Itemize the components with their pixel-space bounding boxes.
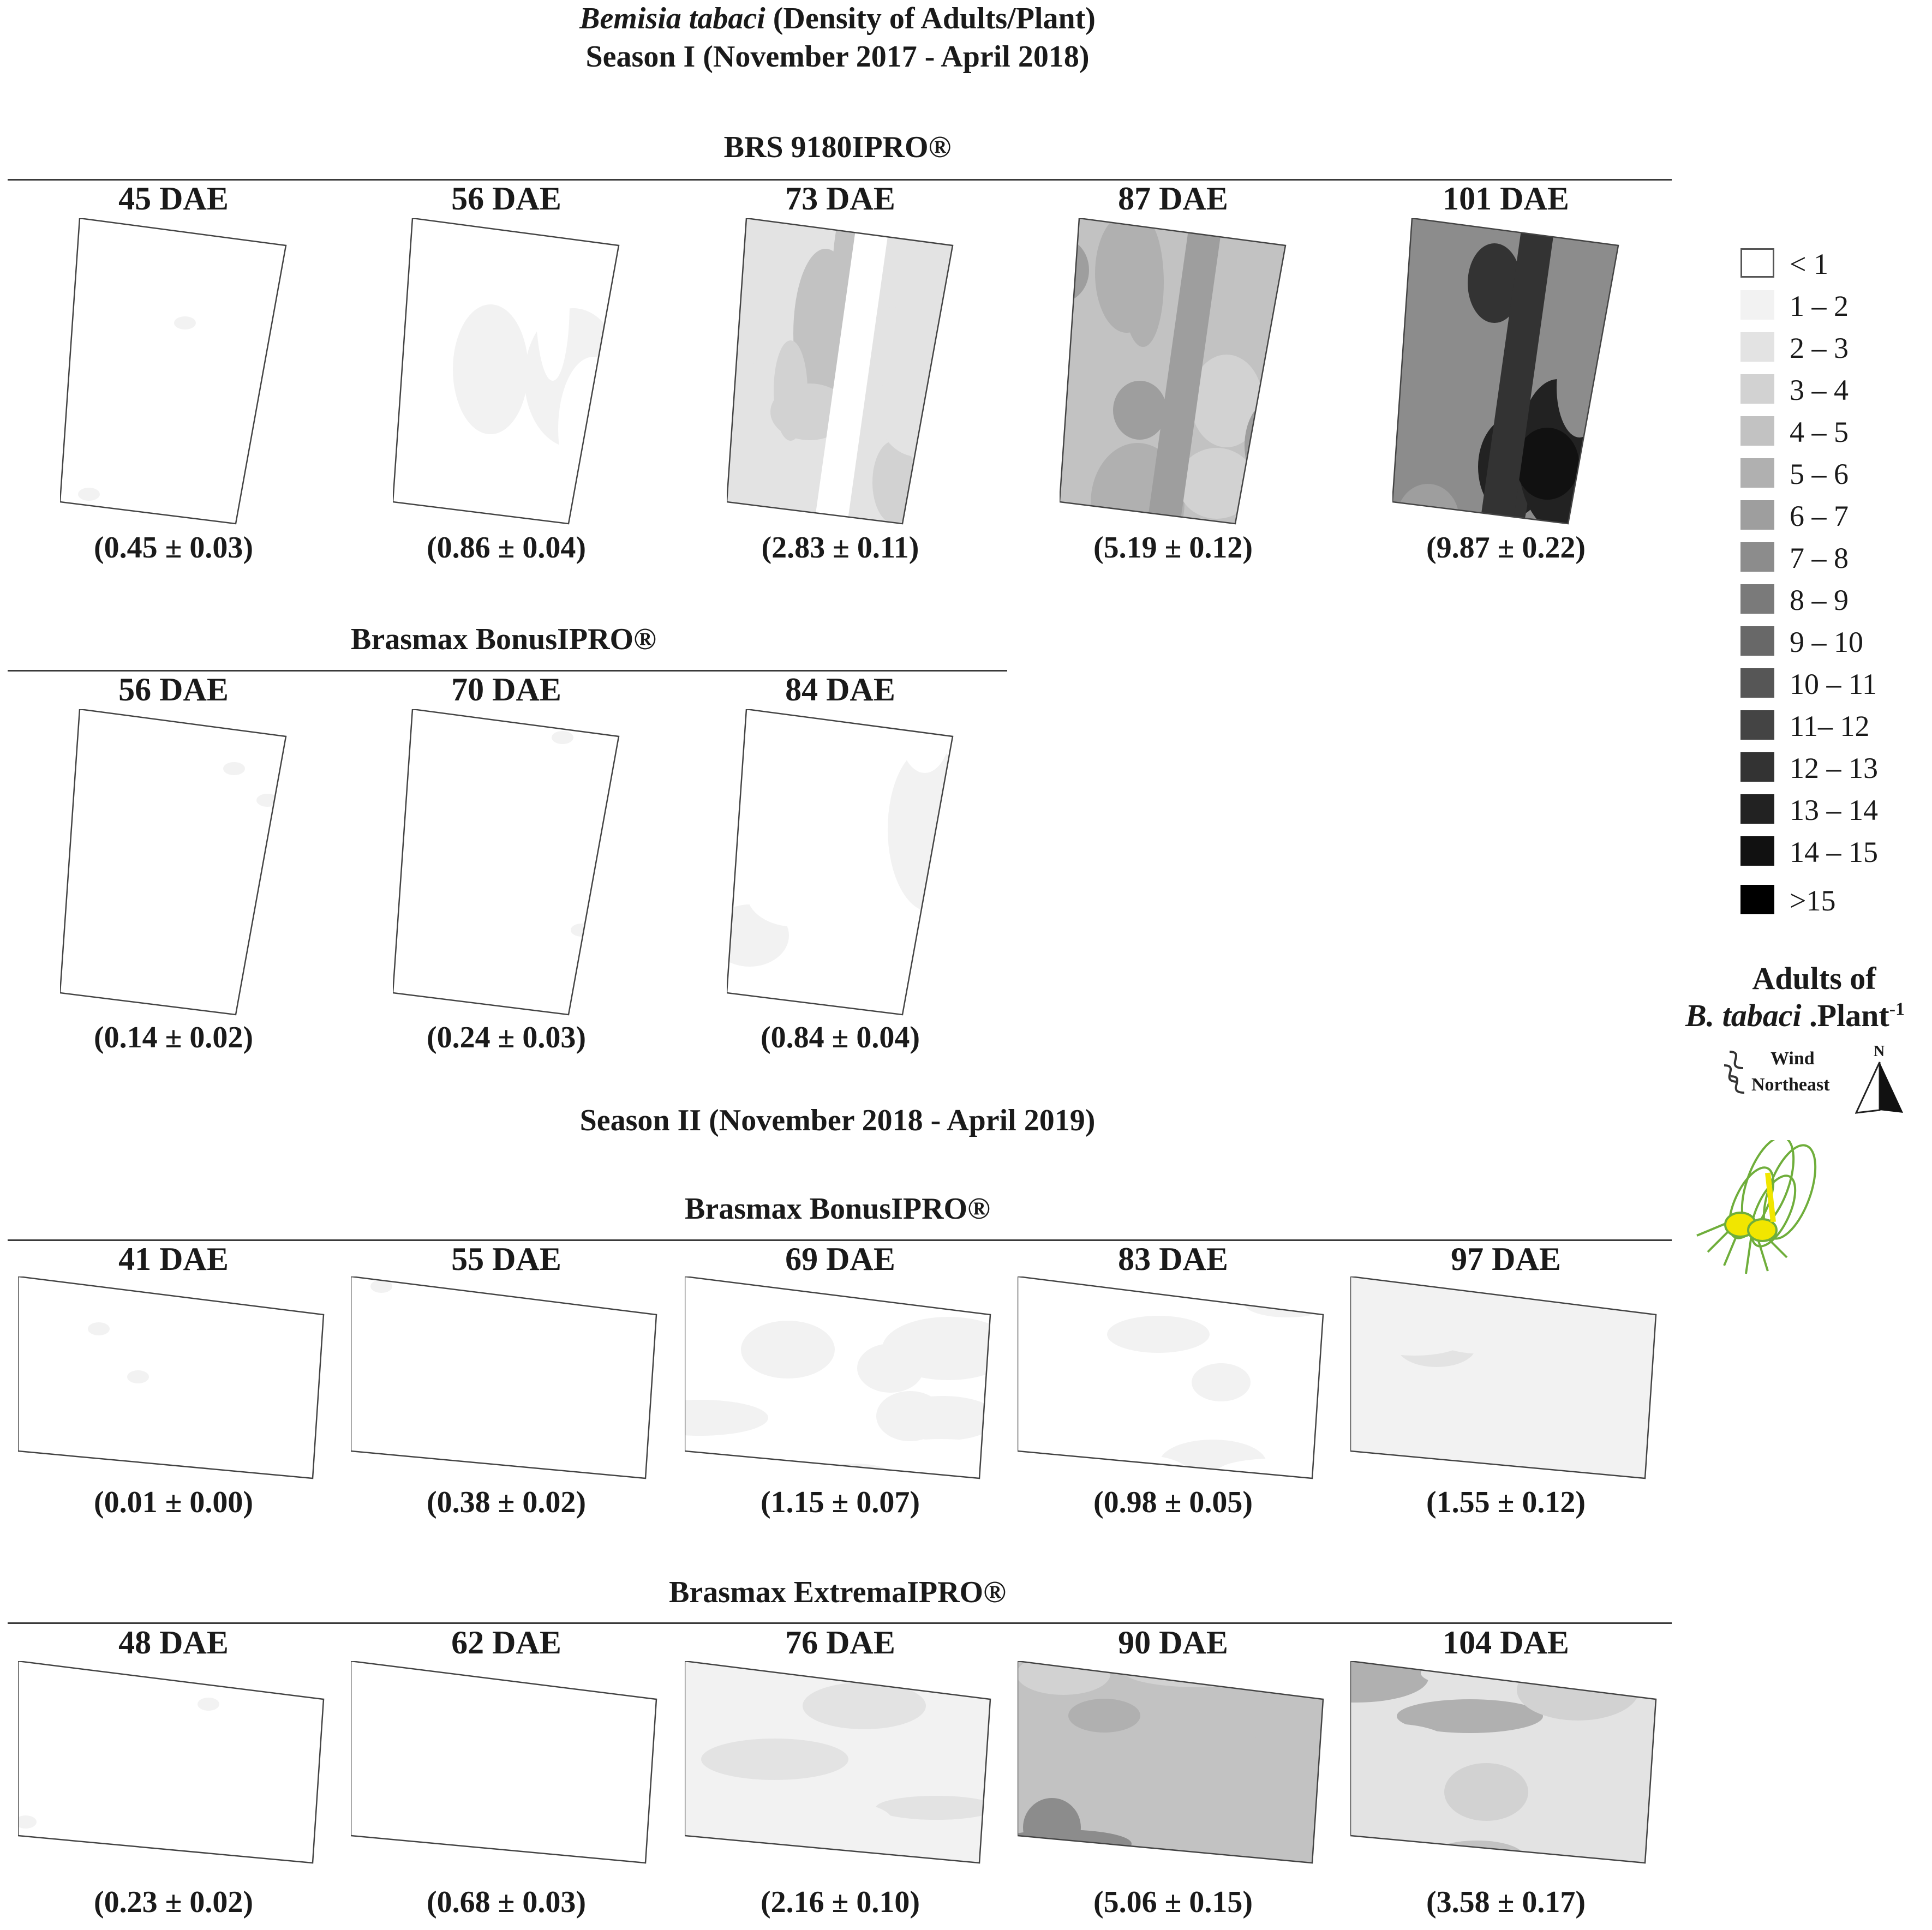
density-contour xyxy=(78,488,100,501)
legend-swatch xyxy=(1740,416,1774,446)
density-contour xyxy=(1178,448,1255,519)
legend-label: 14 – 15 xyxy=(1790,836,1878,868)
panel-dae-label: 48 DAE xyxy=(118,1625,229,1661)
legend-label: 3 – 4 xyxy=(1790,374,1849,406)
season-1-title: Season I (November 2017 - April 2018) xyxy=(585,40,1090,74)
density-base-fill xyxy=(18,1661,326,1866)
density-contour xyxy=(1122,218,1164,347)
legend-swatch xyxy=(1740,374,1774,404)
density-contour xyxy=(449,1740,556,1803)
legend-swatch xyxy=(1740,626,1774,656)
density-contour xyxy=(174,316,196,329)
legend-swatch xyxy=(1740,290,1774,320)
panel-mean-value: (9.87 ± 0.22) xyxy=(1426,531,1586,565)
density-contour xyxy=(1083,1385,1139,1413)
legend-unit: .Plant xyxy=(1801,998,1889,1033)
legend-label: 8 – 9 xyxy=(1790,584,1849,616)
panel-mean-value: (1.15 ± 0.07) xyxy=(760,1485,920,1519)
legend-species: B. tabaci xyxy=(1685,998,1802,1033)
legend-swatch xyxy=(1740,542,1774,572)
density-map xyxy=(1018,1276,1326,1481)
legend-label: 5 – 6 xyxy=(1790,458,1849,490)
density-contour xyxy=(571,924,593,937)
density-contour xyxy=(1517,1661,1639,1721)
legend-label: 6 – 7 xyxy=(1790,500,1849,532)
density-contour xyxy=(1439,1366,1499,1405)
north-label: N xyxy=(1874,1043,1885,1060)
season-2-title: Season II (November 2018 - April 2019) xyxy=(579,1104,1096,1137)
density-contour xyxy=(479,1276,501,1286)
legend-label: 11– 12 xyxy=(1790,710,1870,742)
legend-label: 12 – 13 xyxy=(1790,752,1878,784)
density-contour xyxy=(876,1796,993,1820)
legend-title: Adults of xyxy=(1752,961,1876,996)
panel-dae-label: 101 DAE xyxy=(1443,181,1569,217)
density-base-fill xyxy=(60,709,289,1017)
density-map xyxy=(393,709,622,1017)
panel-mean-value: (2.16 ± 0.10) xyxy=(760,1885,920,1919)
density-map xyxy=(1060,218,1289,526)
panel-dae-label: 69 DAE xyxy=(785,1241,895,1277)
density-contour xyxy=(1068,1699,1140,1733)
panel-dae-label: 84 DAE xyxy=(785,672,895,708)
density-contour xyxy=(1169,1730,1241,1781)
density-map xyxy=(1350,1661,1659,1866)
legend-swatch xyxy=(1740,332,1774,362)
panel-mean-value: (0.38 ± 0.02) xyxy=(426,1485,587,1519)
density-contour xyxy=(1023,1798,1081,1857)
legend-label: 10 – 11 xyxy=(1790,668,1877,700)
density-contour xyxy=(1239,1799,1302,1855)
legend-swatch xyxy=(1740,885,1774,914)
legend-swatch xyxy=(1740,668,1774,698)
density-map xyxy=(393,218,622,526)
density-map xyxy=(727,709,956,1017)
panel-mean-value: (0.23 ± 0.02) xyxy=(93,1885,254,1919)
panel-mean-value: (3.58 ± 0.17) xyxy=(1426,1885,1586,1919)
density-contour xyxy=(1107,1316,1210,1353)
density-contour xyxy=(1516,428,1579,500)
density-map xyxy=(18,1661,326,1866)
legend-label: 4 – 5 xyxy=(1790,416,1849,448)
density-contour xyxy=(808,840,879,956)
density-contour xyxy=(198,1698,219,1711)
density-map xyxy=(1018,1661,1326,1866)
density-map xyxy=(351,1276,659,1481)
panel-mean-value: (0.01 ± 0.00) xyxy=(93,1485,254,1519)
legend-unit-exponent: -1 xyxy=(1889,999,1905,1020)
legend-swatch xyxy=(1740,248,1774,278)
legend-label: 13 – 14 xyxy=(1790,794,1878,826)
panel-mean-value: (2.83 ± 0.11) xyxy=(761,531,919,565)
figure-title xyxy=(0,1,1675,36)
panel-dae-label: 104 DAE xyxy=(1443,1625,1569,1661)
panel-dae-label: 87 DAE xyxy=(1118,181,1228,217)
panel-dae-label: 41 DAE xyxy=(118,1241,229,1277)
density-contour xyxy=(453,304,528,434)
density-contour xyxy=(1500,1728,1590,1755)
whitefly-icon xyxy=(1686,1140,1839,1282)
panel-mean-value: (5.06 ± 0.15) xyxy=(1093,1885,1253,1919)
panel-dae-label: 55 DAE xyxy=(451,1241,561,1277)
density-map xyxy=(1350,1276,1659,1481)
legend-label: < 1 xyxy=(1790,248,1828,280)
panel-dae-label: 56 DAE xyxy=(118,672,229,708)
panel-dae-label: 97 DAE xyxy=(1451,1241,1561,1277)
density-contour xyxy=(1113,381,1167,440)
legend-subtitle xyxy=(1659,997,1931,1034)
legend-swatch xyxy=(1740,794,1774,824)
panel-dae-label: 70 DAE xyxy=(451,672,561,708)
density-contour xyxy=(1192,1363,1251,1401)
density-map xyxy=(351,1661,659,1866)
density-base-fill xyxy=(18,1276,326,1481)
panel-mean-value: (0.84 ± 0.04) xyxy=(760,1021,920,1054)
density-contour xyxy=(741,1321,835,1378)
panel-mean-value: (0.98 ± 0.05) xyxy=(1093,1485,1253,1519)
legend-swatch xyxy=(1740,710,1774,740)
density-contour xyxy=(552,731,573,744)
density-map xyxy=(1392,218,1622,526)
density-contour xyxy=(727,826,767,891)
density-contour xyxy=(701,1739,848,1780)
density-contour xyxy=(1591,388,1622,513)
title-rest: (Density of Adults/Plant) xyxy=(765,2,1096,35)
legend-swatch xyxy=(1740,500,1774,530)
legend-label: >15 xyxy=(1790,884,1836,917)
density-base-fill xyxy=(393,709,622,1017)
density-contour xyxy=(88,1322,110,1335)
legend-label: 2 – 3 xyxy=(1790,332,1849,364)
panel-mean-value: (0.45 ± 0.03) xyxy=(93,531,254,565)
density-contour xyxy=(773,1801,892,1840)
density-contour xyxy=(876,1391,944,1441)
density-contour xyxy=(536,226,570,381)
legend-swatch xyxy=(1740,584,1774,614)
density-map xyxy=(18,1276,326,1481)
panel-dae-label: 73 DAE xyxy=(785,181,895,217)
panel-dae-label: 45 DAE xyxy=(118,181,229,217)
panel-mean-value: (0.86 ± 0.04) xyxy=(426,531,587,565)
density-base-fill xyxy=(60,218,289,526)
panel-dae-label: 56 DAE xyxy=(451,181,561,217)
panel-dae-label: 90 DAE xyxy=(1118,1625,1228,1661)
density-contour xyxy=(774,340,808,441)
density-contour xyxy=(1557,337,1602,437)
legend-swatch xyxy=(1740,836,1774,866)
legend-label: 1 – 2 xyxy=(1790,290,1849,322)
panel-dae-label: 83 DAE xyxy=(1118,1241,1228,1277)
panel-mean-value: (0.24 ± 0.03) xyxy=(426,1021,587,1054)
title-species: Bemisia tabaci xyxy=(579,2,765,35)
variety-title: Brasmax BonusIPRO® xyxy=(351,622,656,656)
density-map xyxy=(60,218,289,526)
panel-dae-label: 62 DAE xyxy=(451,1625,561,1661)
density-map xyxy=(60,709,289,1017)
north-arrow-icon xyxy=(1855,1061,1904,1116)
density-map xyxy=(727,218,956,526)
legend-label: 7 – 8 xyxy=(1790,542,1849,574)
variety-title: Brasmax BonusIPRO® xyxy=(685,1192,990,1226)
density-contour xyxy=(1430,1315,1537,1354)
density-map xyxy=(685,1276,993,1481)
panel-mean-value: (0.14 ± 0.02) xyxy=(93,1021,254,1054)
panel-mean-value: (5.19 ± 0.12) xyxy=(1093,531,1253,565)
wind-label: Wind xyxy=(1770,1048,1815,1069)
legend-label: 9 – 10 xyxy=(1790,626,1863,658)
panel-mean-value: (1.55 ± 0.12) xyxy=(1426,1485,1586,1519)
wind-direction: Northeast xyxy=(1751,1075,1830,1095)
density-contour xyxy=(127,1370,149,1383)
density-base-fill xyxy=(351,1276,659,1481)
legend-swatch xyxy=(1740,458,1774,488)
variety-title: BRS 9180IPRO® xyxy=(723,130,952,164)
density-contour xyxy=(223,762,245,775)
legend-swatch xyxy=(1740,752,1774,782)
panel-dae-label: 76 DAE xyxy=(785,1625,895,1661)
density-contour xyxy=(472,1664,594,1717)
panel-mean-value: (0.68 ± 0.03) xyxy=(426,1885,587,1919)
variety-title: Brasmax ExtremaIPRO® xyxy=(669,1575,1006,1609)
density-map xyxy=(685,1661,993,1866)
density-contour xyxy=(1444,1763,1528,1821)
